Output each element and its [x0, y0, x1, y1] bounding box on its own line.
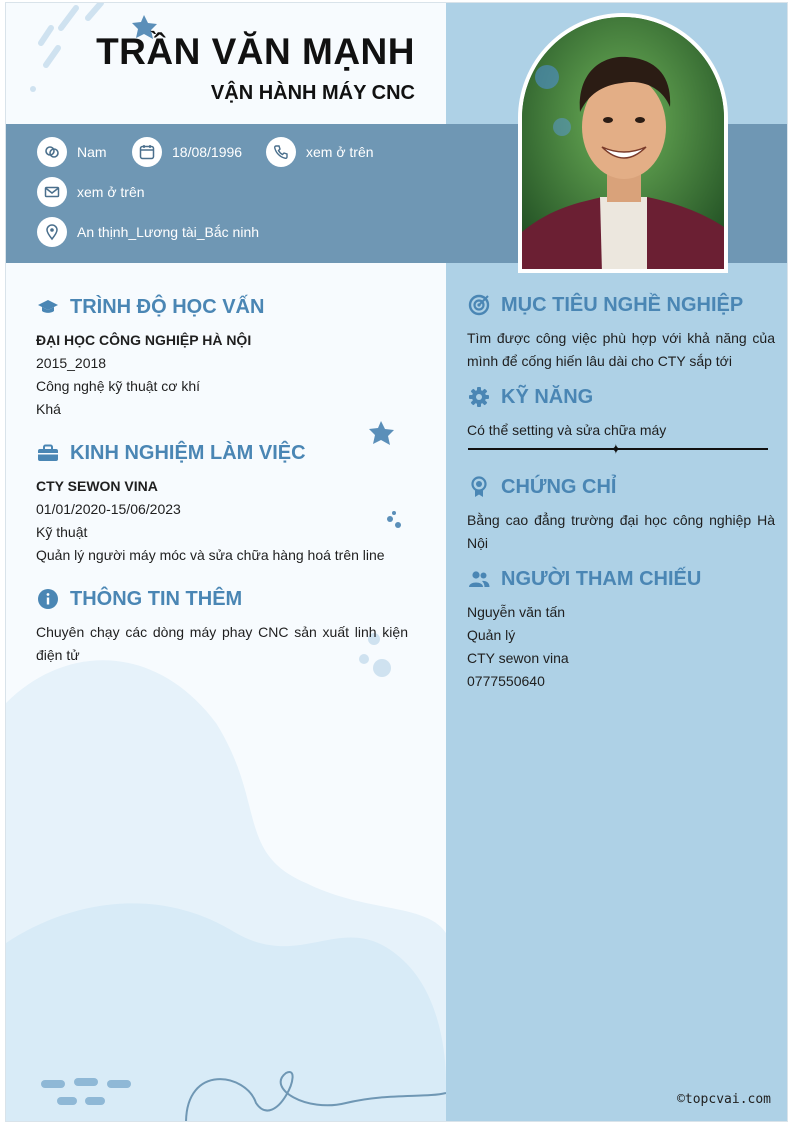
briefcase-icon — [36, 441, 60, 465]
skills-section — [467, 385, 775, 442]
gender-value: Nam — [77, 144, 107, 160]
experience-position: Kỹ thuật — [36, 524, 88, 540]
experience-section — [36, 441, 408, 567]
birthday-value: 18/08/1996 — [172, 144, 243, 160]
contact-gender — [37, 137, 107, 167]
extra-info-text: Chuyên chạy các dòng máy phay CNC sản xuất linh kiện điện tử — [36, 624, 408, 663]
location-pin-icon — [37, 217, 67, 247]
objective-text: Tìm được công việc phù hợp với khả năng của mình để cống hiến lâu dài cho CTY sắp tới — [467, 330, 775, 369]
objective-section — [467, 293, 775, 373]
education-title: TRÌNH ĐỘ HỌC VẤN — [70, 295, 265, 318]
phone-icon — [266, 137, 296, 167]
education-major: Công nghệ kỹ thuật cơ khí — [36, 378, 201, 394]
certificates-text: Bằng cao đẳng trường đại học công nghiệp Hà Nội — [467, 512, 775, 551]
gear-icon — [467, 385, 491, 409]
award-ribbon-icon — [467, 475, 491, 499]
education-section — [36, 295, 408, 421]
calendar-icon — [132, 137, 162, 167]
skill-level-marker: ✦ — [610, 441, 622, 457]
graduation-cap-icon — [36, 295, 60, 319]
people-icon — [467, 567, 491, 591]
education-grade: Khá — [36, 401, 61, 417]
cv-page — [5, 2, 788, 1122]
references-section — [467, 567, 775, 693]
experience-company: CTY SEWON VINA — [36, 478, 158, 494]
reference-company: CTY sewon vina — [467, 650, 569, 666]
phone-value: xem ở trên — [306, 144, 374, 160]
experience-period: 01/01/2020-15/06/2023 — [36, 501, 181, 517]
certificates-title: CHỨNG CHỈ — [501, 475, 617, 498]
profile-photo — [518, 13, 728, 273]
watermark: ©topcvai.com — [677, 1092, 771, 1107]
skills-text: Có thể setting và sửa chữa máy — [467, 422, 667, 438]
reference-role: Quản lý — [467, 627, 516, 643]
contact-phone — [266, 137, 374, 167]
experience-title: KINH NGHIỆM LÀM VIỆC — [70, 441, 306, 464]
gender-icon — [37, 137, 67, 167]
reference-phone: 0777550640 — [467, 673, 545, 689]
education-period: 2015_2018 — [36, 355, 107, 371]
info-icon — [36, 587, 60, 611]
certificates-section — [467, 475, 775, 555]
reference-name: Nguyễn văn tấn — [467, 604, 566, 620]
references-title: NGƯỜI THAM CHIẾU — [501, 567, 702, 590]
address-value: An thịnh_Lương tài_Bắc ninh — [77, 224, 260, 240]
skills-title: KỸ NĂNG — [501, 385, 594, 408]
extra-info-title: THÔNG TIN THÊM — [70, 587, 243, 610]
extra-info-section — [36, 587, 408, 667]
experience-description: Quản lý người máy móc và sửa chữa hàng hoá trên line — [36, 547, 385, 563]
contact-birthday — [132, 137, 242, 167]
objective-title: MỤC TIÊU NGHỀ NGHIỆP — [501, 293, 744, 316]
email-icon — [37, 177, 67, 207]
target-icon — [467, 293, 491, 317]
email-value: xem ở trên — [77, 184, 145, 200]
candidate-name: TRẦN VĂN MẠNH — [96, 31, 415, 72]
job-title: VẬN HÀNH MÁY CNC — [210, 82, 415, 104]
education-school: ĐẠI HỌC CÔNG NGHIỆP HÀ NỘI — [36, 332, 252, 348]
contact-email — [37, 177, 145, 207]
contact-address — [37, 217, 259, 247]
